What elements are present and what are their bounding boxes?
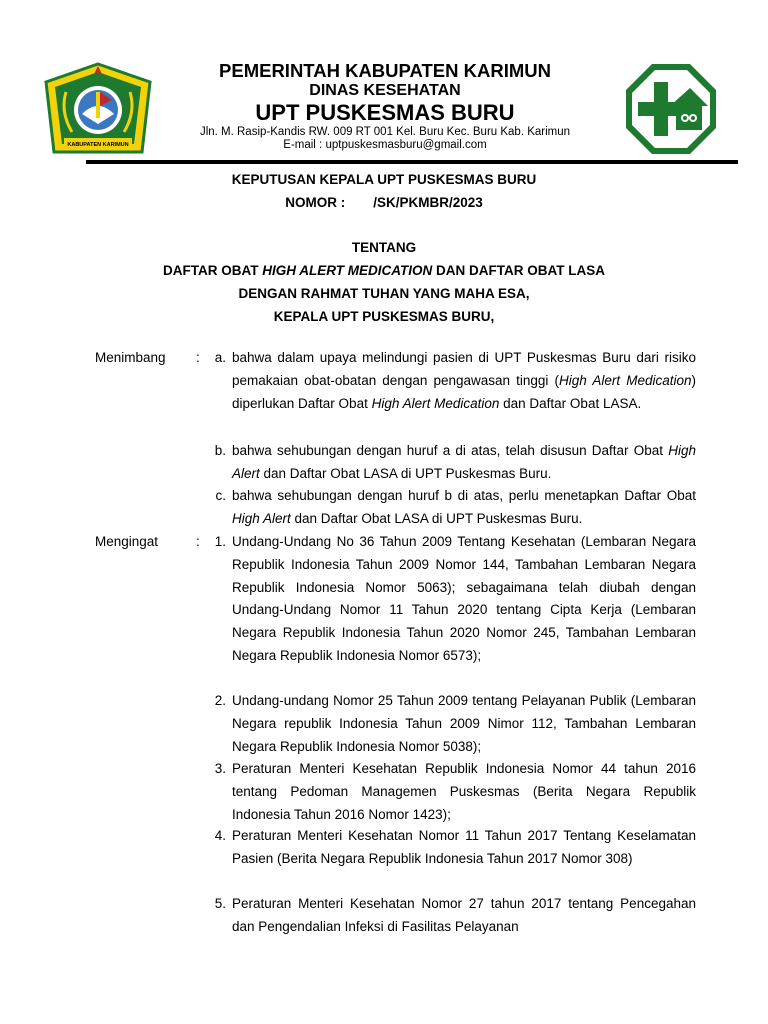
menimbang-marker-c: c. — [215, 488, 226, 503]
decree-subject: DAFTAR OBAT HIGH ALERT MEDICATION DAN DAFTAR OBAT LASA — [163, 263, 605, 278]
menimbang-item-c: bahwa sehubungan dengan huruf b di atas, perlu menetapkan Daftar Obat High Alert dan Daftar Obat LASA di UPT Puskesmas Buru. — [232, 488, 696, 526]
puskesmas-logo — [624, 62, 718, 156]
decree-number — [0, 195, 768, 210]
letterhead-government: PEMERINTAH KABUPATEN KARIMUN — [219, 60, 551, 81]
decree-tentang: TENTANG — [351, 240, 417, 255]
mengingat-item-3: Peraturan Menteri Kesehatan Republik Indonesia Nomor 44 tahun 2016 tentang Pedoman Managemen Puskesmas (Berita Negara Republik Indonesia Tahun 2016 Nomor 1423); — [232, 761, 696, 822]
menimbang-item-a: bahwa dalam upaya melindungi pasien di UPT Puskesmas Buru dari risiko pemakaian obat-obatan dengan pengawasan tinggi (High Alert Medication) diperlukan Daftar Obat High Alert Medication dan Daftar Obat LASA. — [232, 350, 696, 411]
menimbang-item-b: bahwa sehubungan dengan huruf a di atas, telah disusun Daftar Obat High Alert dan Daftar Obat LASA di UPT Puskesmas Buru. — [232, 443, 696, 481]
menimbang-marker-a: a. — [214, 350, 226, 365]
letterhead-institution: UPT PUSKESMAS BURU — [255, 100, 515, 125]
letterhead-department: DINAS KESEHATAN — [309, 82, 461, 99]
decree-issuer: KEPALA UPT PUSKESMAS BURU, — [273, 309, 495, 324]
kabupaten-karimun-logo — [42, 62, 154, 160]
menimbang-label: Menimbang — [95, 350, 166, 365]
mengingat-item-4: Peraturan Menteri Kesehatan Nomor 11 Tahun 2017 Tentang Keselamatan Pasien (Berita Negara Republik Indonesia Tahun 2017 Nomor 308) — [232, 828, 696, 866]
mengingat-label: Mengingat — [95, 534, 159, 549]
mengingat-marker-1: 1. — [214, 534, 226, 549]
letterhead-divider — [86, 160, 738, 164]
mengingat-item-1: Undang-Undang No 36 Tahun 2009 Tentang Kesehatan (Lembaran Negara Republik Indonesia Tahun 2009 Nomor 144, Tambahan Lembaran Negara Republik Indonesia Nomor 5063); sebagaimana telah diubah dengan Undang-Undang Nomor 11 Tahun 2020 tentang Cipta Kerja (Lembaran Negara Republik Indonesia Tahun 2020 Nomor 245, Tambahan Lembaran Negara Republik Indonesia Nomor 6573); — [232, 534, 696, 663]
letterhead-email: E-mail : uptpuskesmasburu@gmail.com — [283, 139, 487, 151]
mengingat-colon: : — [196, 534, 200, 549]
mengingat-item-2: Undang-undang Nomor 25 Tahun 2009 tentang Pelayanan Publik (Lembaran Negara republik Indonesia Tahun 2009 Nimor 112, Tambahan Lembaran Negara Republik Indonesia Nomor 5038); — [232, 693, 696, 754]
decree-number-label: NOMOR : — [285, 195, 346, 210]
mengingat-item-5: Peraturan Menteri Kesehatan Nomor 27 tahun 2017 tentang Pencegahan dan Pengendalian Infeksi di Fasilitas Pelayanan — [232, 896, 696, 934]
mengingat-marker-2: 2. — [214, 693, 226, 708]
letterhead-address: Jln. M. Rasip-Kandis RW. 009 RT 001 Kel. Buru Kec. Buru Kab. Karimun — [199, 126, 571, 138]
letterhead — [160, 60, 610, 152]
menimbang-marker-b: b. — [214, 443, 226, 458]
mengingat-marker-3: 3. — [214, 761, 226, 776]
decree-title: KEPUTUSAN KEPALA UPT PUSKESMAS BURU — [231, 172, 537, 187]
mengingat-marker-4: 4. — [214, 828, 226, 843]
decree-number-value: /SK/PKMBR/2023 — [373, 195, 483, 210]
decree-invocation: DENGAN RAHMAT TUHAN YANG MAHA ESA, — [238, 286, 530, 301]
menimbang-colon: : — [196, 350, 200, 365]
logo-ribbon-text: KABUPATEN KARIMUN — [67, 142, 129, 148]
mengingat-marker-5: 5. — [214, 896, 226, 911]
